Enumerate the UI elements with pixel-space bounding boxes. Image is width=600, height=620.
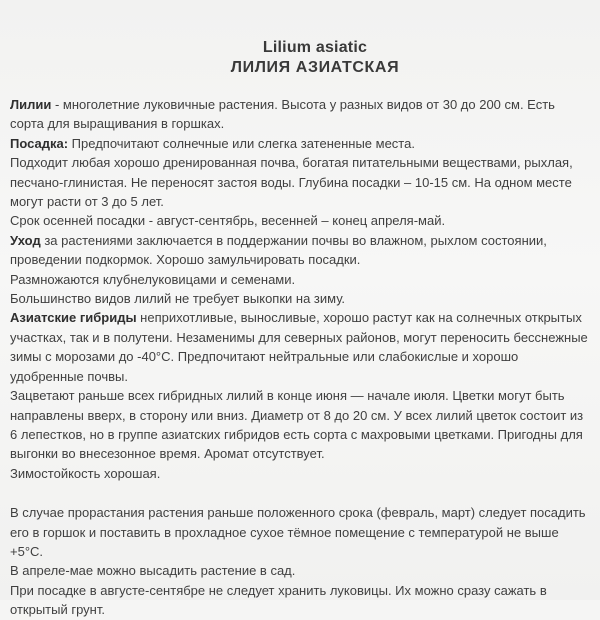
term-lilies: Лилии xyxy=(10,97,52,112)
paragraph-propagation xyxy=(10,270,590,289)
paragraph-planting-time xyxy=(10,211,590,230)
paragraph-winter xyxy=(10,289,590,308)
paragraph-care xyxy=(10,231,590,270)
title-latin: Lilium asiatic xyxy=(262,39,368,56)
title-block xyxy=(0,38,600,78)
note-spring-planting: В апреле-мае можно высадить растение в сад. xyxy=(10,563,296,579)
description-text xyxy=(10,95,590,620)
term-care: Уход xyxy=(10,232,41,248)
paragraph-hardiness xyxy=(10,464,590,483)
paragraph-text: - многолетние луковичные растения. Высота у разных видов от 30 до 200 см. Есть сорта для выращивания в горшках. xyxy=(10,97,555,132)
paragraph-planting xyxy=(10,134,590,153)
paragraph-text: неприхотливые, выносливые, хорошо растут как на солнечных открытых участках, так и в полутени. Незаменимы для северных районов, могут переносить бесснежные зимы с морозами до -40°С. Предпочитают нейтральные или слабокислые и хорошо удобренные почвы. xyxy=(10,310,588,384)
term-planting: Посадка: xyxy=(10,135,69,151)
note-autumn-planting: При посадке в августе-сентябре не следует хранить луковицы. Их можно сразу сажать в открытый грунт. xyxy=(10,582,547,618)
paragraph-text: Размножаются клубнелуковицами и семенами. xyxy=(10,271,296,287)
paragraph-text: Зимостойкость хорошая. xyxy=(10,465,161,481)
paragraph-soil xyxy=(10,153,590,211)
paragraph-flowering xyxy=(10,386,590,464)
spacer xyxy=(10,483,590,503)
paragraph-text: Зацветают раньше всех гибридных лилий в конце июня — начале июля. Цветки могут быть направлены вверх, в сторону или вниз. Диаметр от 8 до 20 см. У всех лилий цветок состоит из 6 лепестков, но в группе азиатских гибридов есть сорта с махровыми цветками. Пригодны для выгонки во внесезонное время. Аромат отсутствует. xyxy=(10,388,584,462)
paragraph-text: Срок осенней посадки - август-сентябрь, весенней – конец апреля-май. xyxy=(10,213,446,229)
title-russian: ЛИЛИЯ АЗИАТСКАЯ xyxy=(230,59,400,76)
note-early-sprouting: В случае прорастания растения раньше положенного срока (февраль, март) следует посадить его в горшок и поставить в прохладное сухое тёмное помещение с температурой не выше +5°С. xyxy=(10,505,586,559)
paragraph-text: Подходит любая хорошо дренированная почва, богатая питательными веществами, рыхлая, песчано-глинистая. Не переносят застоя воды. Глубина посадки – 10-15 см. На одном месте могут расти от 3 до 5 лет. xyxy=(10,155,573,210)
paragraph-text: Большинство видов лилий не требует выкопки на зиму. xyxy=(10,291,346,307)
term-asiatic-hybrids: Азиатские гибриды xyxy=(10,310,137,326)
paragraph-asiatic-hybrids xyxy=(10,308,590,386)
paragraph-lilies xyxy=(10,95,590,134)
paragraph-text: Предпочитают солнечные или слегка затененные места. xyxy=(68,135,415,151)
paragraph-text: за растениями заключается в поддержании почвы во влажном, рыхлом состоянии, проведении подкормок. Хорошо замульчировать посадки. xyxy=(10,232,547,268)
